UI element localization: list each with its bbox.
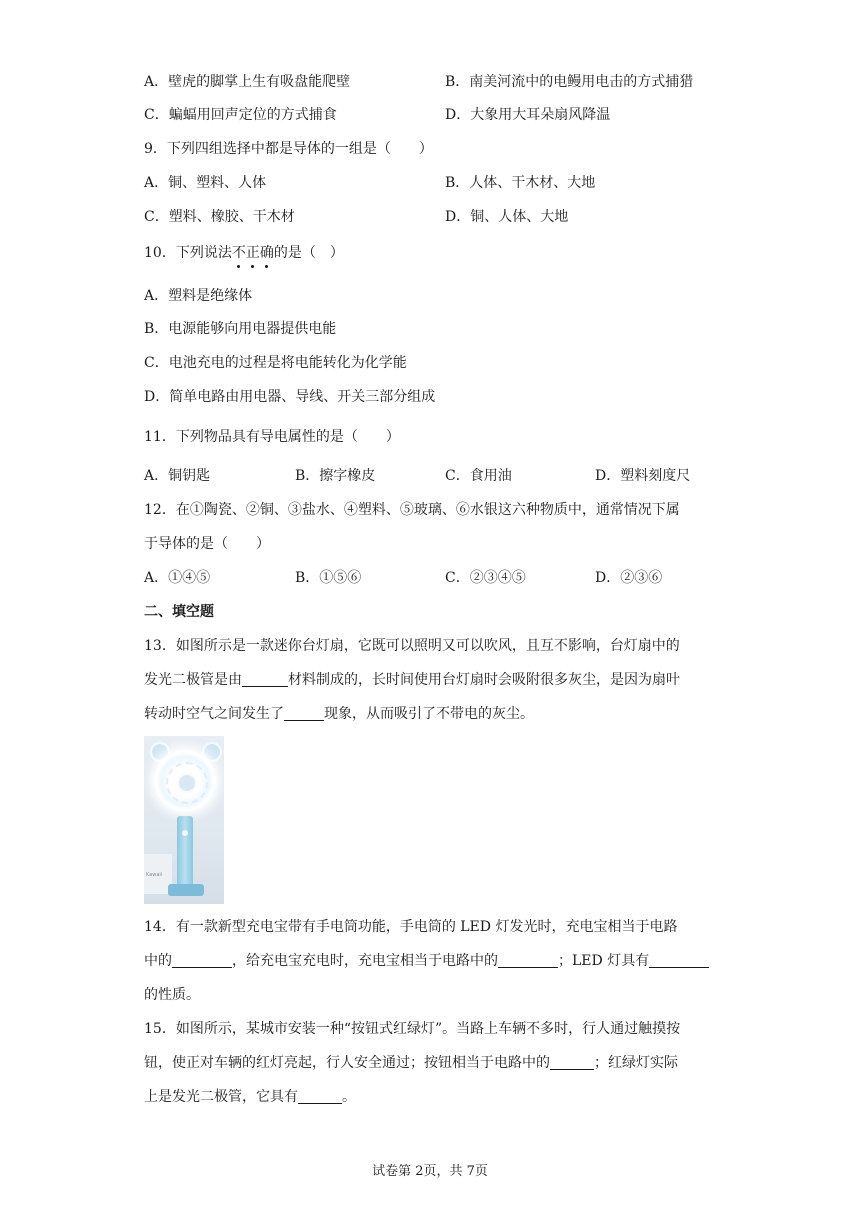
- q11-stem: 11．下列物品具有导电属性的是（ ）: [144, 429, 400, 445]
- q14-line3: 的性质。: [144, 987, 200, 1003]
- q13-answer-blank-1[interactable]: [242, 670, 288, 687]
- q8-option-d: D．大象用大耳朵扇风降温: [445, 107, 611, 123]
- q15-text: 上是发光二极管，它具有: [144, 1089, 298, 1105]
- fan-handle: [177, 816, 193, 886]
- q8-option-a: A．壁虎的脚掌上生有吸盘能爬壁: [144, 74, 351, 90]
- q12-option-b: B．①⑤⑥: [295, 570, 362, 586]
- q10-option-b: B．电源能够向用电器提供电能: [144, 321, 337, 337]
- q10-emphasis-char: 确: [259, 245, 274, 261]
- q13-line3: [144, 704, 534, 724]
- q9-option-d: D．铜、人体、大地: [445, 209, 569, 225]
- q15-text: ；红绿灯实际: [594, 1055, 678, 1071]
- q8-option-b: B．南美河流中的电鳗用电击的方式捕猎: [445, 74, 694, 90]
- q13-text: 发光二极管是由: [144, 672, 242, 688]
- q10-option-a: A．塑料是绝缘体: [144, 288, 253, 304]
- q10-option-c: C．电池充电的过程是将电能转化为化学能: [144, 355, 407, 371]
- q12-stem-line2: 于导体的是（ ）: [144, 536, 270, 552]
- q15-answer-blank-2[interactable]: [298, 1087, 342, 1104]
- q13-answer-blank-2[interactable]: [284, 704, 324, 721]
- q15-line1: 15．如图所示，某城市安装一种“按钮式红绿灯”。当路上车辆不多时，行人通过触摸按: [144, 1021, 681, 1037]
- q9-option-b: B．人体、干木材、大地: [445, 175, 596, 191]
- desk-fan-lamp-image: [144, 736, 224, 904]
- q15-answer-blank-1[interactable]: [550, 1053, 594, 1070]
- q13-line2: [144, 670, 680, 690]
- page-number-footer: 试卷第 2页，共 7页: [372, 1164, 488, 1179]
- q13-line1: 13．如图所示是一款迷你台灯扇，它既可以照明又可以吹风，且互不影响，台灯扇中的: [144, 638, 680, 654]
- q11-option-a: A．铜钥匙: [144, 468, 211, 484]
- fan-hub: [177, 773, 197, 793]
- q13-text: 材料制成的，长时间使用台灯扇时会吸附很多灰尘，是因为扇叶: [288, 672, 680, 688]
- q14-text: ，给充电宝充电时，充电宝相当于电路中的: [232, 953, 498, 969]
- fan-base: [168, 884, 204, 896]
- q10-option-d: D．简单电路由用电器、导线、开关三部分组成: [144, 389, 436, 405]
- q12-option-c: C．②③④⑤: [445, 570, 526, 586]
- q9-option-a: A．铜、塑料、人体: [144, 175, 267, 191]
- q10-emphasis-char: 正: [245, 245, 260, 261]
- q11-option-d: D．塑料刻度尺: [595, 468, 691, 484]
- q15-line3: [144, 1087, 356, 1107]
- q13-text: 现象，从而吸引了不带电的灰尘。: [324, 706, 534, 722]
- q10-stem-after: 的是（ ）: [273, 245, 344, 261]
- q10-stem-before: 10．下列说法: [144, 245, 232, 261]
- q14-text: ；LED 灯具有: [558, 953, 650, 969]
- q10-stem: [144, 243, 344, 263]
- q15-text: 。: [342, 1089, 356, 1105]
- background-box-label: Kawaii: [146, 872, 163, 878]
- fan-power-button: [182, 830, 188, 836]
- q8-option-c: C．蝙蝠用回声定位的方式捕食: [144, 107, 337, 123]
- q13-text: 转动时空气之间发生了: [144, 706, 284, 722]
- q10-emphasis-char: 不: [231, 245, 246, 261]
- q12-option-a: A．①④⑤: [144, 570, 211, 586]
- q9-stem: 9．下列四组选择中都是导体的一组是（ ）: [144, 141, 433, 157]
- q11-option-b: B．擦字橡皮: [295, 468, 376, 484]
- q14-line1: 14．有一款新型充电宝带有手电筒功能，手电筒的 LED 灯发光时，充电宝相当于电路: [144, 919, 678, 935]
- q11-option-c: C．食用油: [445, 468, 512, 484]
- q15-text: 钮，使正对车辆的红灯亮起，行人安全通过；按钮相当于电路中的: [144, 1055, 550, 1071]
- q9-option-c: C．塑料、橡胶、干木材: [144, 209, 295, 225]
- q12-option-d: D．②③⑥: [595, 570, 663, 586]
- q12-stem-line1: 12．在①陶瓷、②铜、③盐水、④塑料、⑤玻璃、⑥水银这六种物质中，通常情况下属: [144, 502, 680, 518]
- q14-answer-blank-1[interactable]: [172, 951, 232, 968]
- q14-line2: [144, 951, 709, 971]
- q15-line2: [144, 1053, 678, 1073]
- section-title-fill-in: 二、填空题: [144, 604, 214, 620]
- q14-answer-blank-2[interactable]: [498, 951, 558, 968]
- q14-text: 中的: [144, 953, 172, 969]
- q14-answer-blank-3[interactable]: [649, 951, 709, 968]
